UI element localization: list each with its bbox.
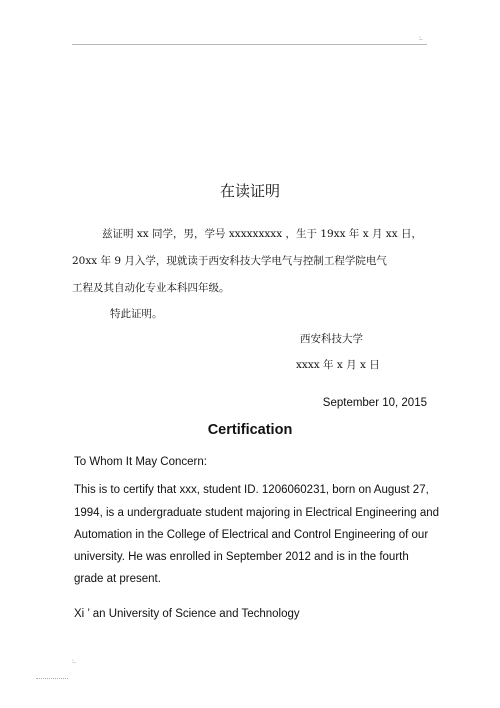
footer-mark: :.	[72, 658, 76, 665]
cn-body-line-2: 20xx 年 9 月入学，现就读于西安科技大学电气与控制工程学院电气	[72, 255, 387, 267]
cn-body-line-1: 兹证明 xx 同学，男，学号 xxxxxxxxx ，生于 19xx 年 x 月 xx 日，	[102, 228, 422, 240]
cn-certificate-title: 在读证明	[219, 182, 280, 200]
en-date: September 10, 2015	[322, 397, 427, 409]
en-body-line-3: Automation in the College of Electrical and Control Engineering of our	[74, 529, 429, 541]
cn-signature-date: xxxx 年 x 月 x 日	[296, 359, 380, 371]
en-body-line-4: university. He was enrolled in September 2012 and is in the fourth	[74, 551, 409, 563]
header-rule	[72, 44, 427, 45]
en-certificate-title: Certification	[207, 422, 293, 438]
header-mark: :.	[419, 35, 423, 42]
en-body-line-2: 1994, is a undergraduate student majoring in Electrical Engineering and	[74, 507, 440, 519]
cn-closing: 特此证明。	[110, 308, 163, 320]
cn-body-line-3: 工程及其自动化专业本科四年级。	[72, 282, 230, 294]
footer-dotted-rule	[36, 678, 68, 679]
en-signature: Xi ’ an University of Science and Technology	[74, 608, 300, 620]
en-body-line-5: grade at present.	[74, 573, 161, 585]
cn-signature-org: 西安科技大学	[300, 333, 363, 345]
en-body-line-1: This is to certify that xxx, student ID. 1206060231, born on August 27,	[74, 484, 429, 496]
en-salutation: To Whom It May Concern:	[74, 456, 207, 468]
